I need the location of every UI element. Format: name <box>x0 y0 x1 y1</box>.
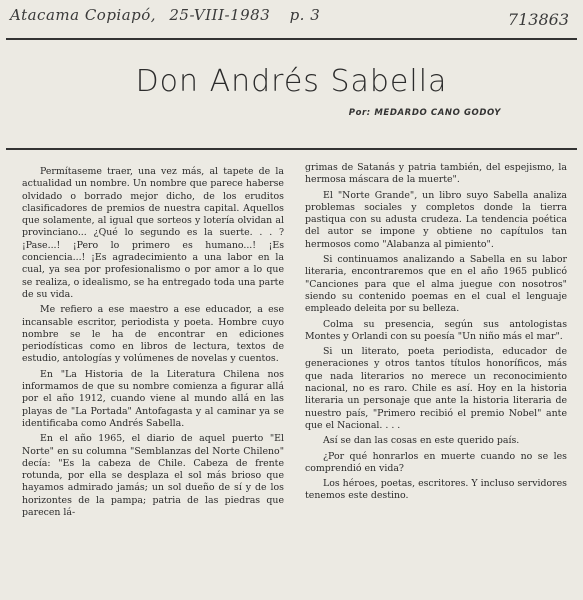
paragraph: Así se dan las cosas en este querido país. <box>323 435 520 447</box>
top-rule <box>6 38 577 40</box>
paragraph: Si continuamos analizando a Sabella en su labor literaria, encontraremos que en el año 1965 publicó "Canciones para que el alma juegue con nosotros" siendo su contenido poemas en el cual el lenguaje empleado deleita por su belleza. <box>305 254 567 315</box>
article-title: Don Andrés Sabella <box>135 64 448 99</box>
paragraph: grimas de Satanás y patria también, del espejismo, la hermosa máscara de la muerte". <box>305 162 567 186</box>
handwritten-date: 25-VIII-1983 <box>169 6 271 24</box>
article-byline: Por: MEDARDO CANO GODOY <box>348 108 501 118</box>
reference-number: 713863 <box>507 10 569 29</box>
right-column <box>305 162 567 506</box>
paragraph: Permítaseme traer, una vez más, al tapete de la actualidad un nombre. Un nombre que parece haberse olvidado o borrado mejor dicho, de los eruditos clasificadores de premios de nuestra capital. Aquellos que solamente, al igual que sorteos y lotería olvidan al provinciano... ¿Qué lo segundo es la suerte. . . ? ¡Pase...! ¡Pero lo primero es humano...! ¡Es conciencia...! ¡Es agradecimiento a una labor en la cual, ya sea por profesionalismo o por amor a lo que se realiza, o idealismo, se ha entregado toda una parte de su vida. <box>22 166 284 300</box>
handwritten-annotation <box>10 6 320 24</box>
bottom-rule <box>6 148 577 150</box>
paragraph: Me refiero a ese maestro a ese educador, a ese incansable escritor, periodista y poeta. Hombre cuyo nombre se le ha de encontrar en ediciones periodísticas como en libros de lectura, textos de estudio, antologías y volúmenes de novelas y cuentos. <box>22 304 284 365</box>
paragraph: En el año 1965, el diario de aquel puerto "El Norte" en su columna "Semblanzas del Norte Chileno" decía: "Es la cabeza de Chile. Cabeza de frente rotunda, por ella se desplaza el sol más brioso que hayamos admirado jamás; un sol dueño de sí y de los horizontes de la pampa; patria de las piedras que parecen lá- <box>22 433 284 519</box>
paragraph: Colma su presencia, según sus antologistas Montes y Orlandi con su poesía "Un niño más el mar". <box>305 318 567 342</box>
paragraph: El "Norte Grande", un libro suyo Sabella analiza problemas sociales y completos donde la tierra pastiqua con su adusta crudeza. La tendencia poética del autor se impone y obtiene no capítulos tan hermosos como "Alabanza al pimiento". <box>305 189 567 250</box>
left-column <box>22 166 284 522</box>
paragraph: Si un literato, poeta periodista, educador de generaciones y otros tantos títulos honoríficos, más que nada literarios no merece un reconocimiento nacional, no es raro. Chile es así. Hoy en la historia literaria un personaje que ante la historia literaria de nuestro país, "Primero recibió el premio Nobel" ante que el Nacional. . . . <box>305 346 567 431</box>
paragraph: Los héroes, poetas, escritores. Y incluso servidores tenemos este destino. <box>305 478 567 502</box>
paragraph: En "La Historia de la Literatura Chilena nos informamos de que su nombre comienza a figurar allá por el año 1912, cuando viene al mundo allá en las playas de "La Portada" Antofagasta y al caminar ya se identificaba como Andrés Sabella. <box>22 368 284 429</box>
handwritten-page: p. 3 <box>289 6 321 24</box>
paragraph: ¿Por qué honrarlos en muerte cuando no se les comprendió en vida? <box>305 450 567 474</box>
handwritten-source: Atacama Copiapó, <box>10 6 157 24</box>
